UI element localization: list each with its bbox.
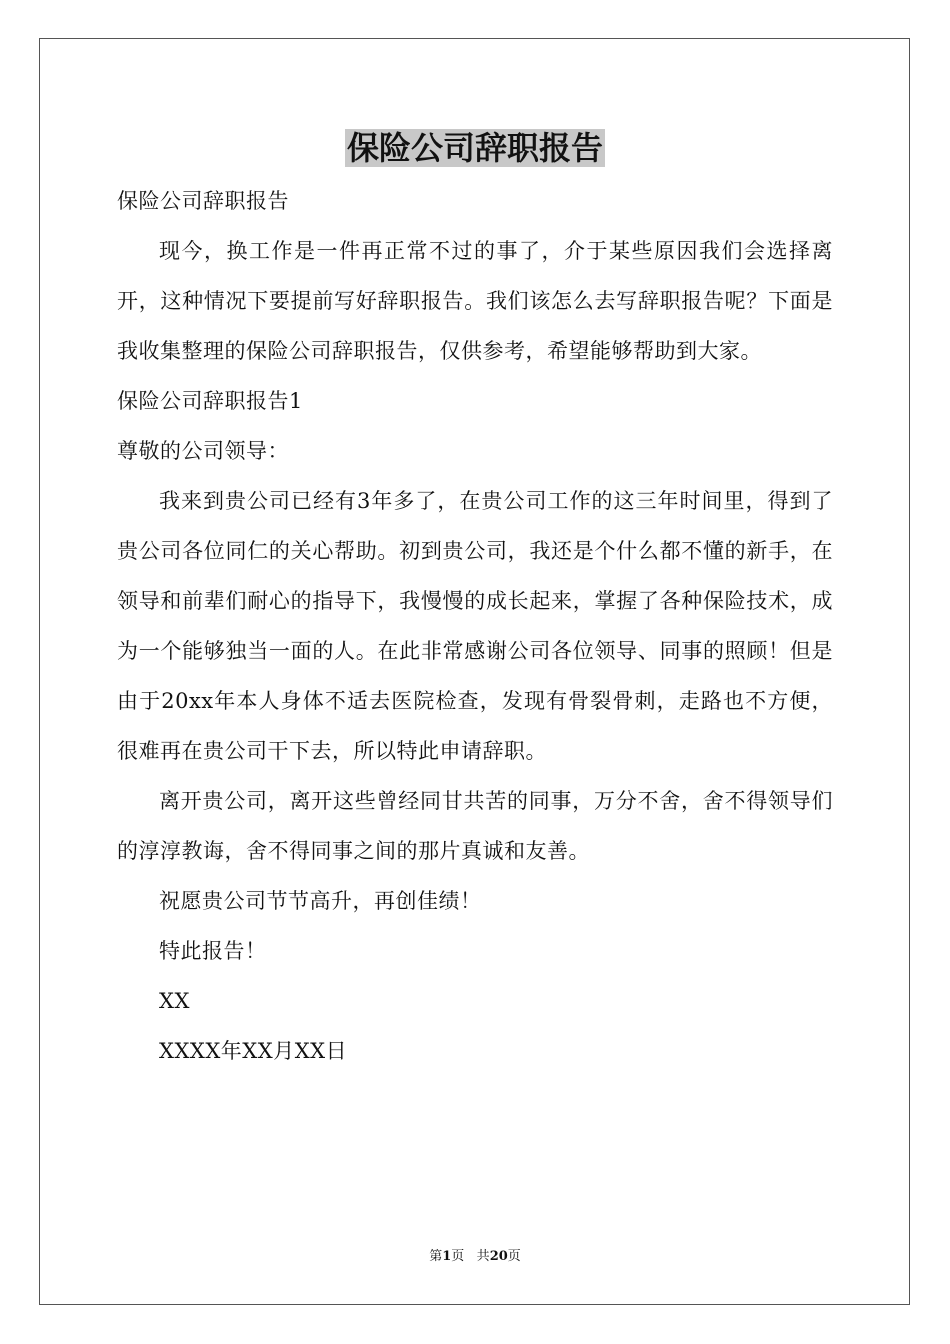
document-title-text: 保险公司辞职报告 <box>346 129 603 167</box>
paragraph-closing: 特此报告！ <box>159 939 267 963</box>
footer-page-suffix: 页 <box>451 1249 465 1264</box>
footer-total-prefix: 共 <box>476 1249 490 1264</box>
paragraph-body-farewell: 离开贵公司，离开这些曾经同甘共苦的同事，万分不舍，舍不得领导们的淳淳教诲，舍不得同事之间的那片真诚和友善。 <box>117 789 833 863</box>
footer-page-prefix: 第 <box>429 1249 443 1264</box>
paragraph-wish: 祝愿贵公司节节高升，再创佳绩！ <box>159 889 482 913</box>
paragraph-signature: XX <box>159 989 190 1013</box>
page-footer <box>0 1248 950 1266</box>
paragraph-body-main: 我来到贵公司已经有3年多了，在贵公司工作的这三年时间里，得到了贵公司各位同仁的关心帮助。初到贵公司，我还是个什么都不懂的新手，在领导和前辈们耐心的指导下，我慢慢的成长起来，掌握了各种保险技术，成为一个能够独当一面的人。在此非常感谢公司各位领导、同事的照顾！但是由于20xx年本人身体不适去医院检查，发现有骨裂骨刺，走路也不方便，很难再在贵公司干下去，所以特此申请辞职。 <box>117 489 833 763</box>
document-body <box>117 176 833 1076</box>
paragraph-section-heading: 保险公司辞职报告1 <box>117 389 303 413</box>
paragraph-subtitle: 保险公司辞职报告 <box>117 189 289 213</box>
footer-total-pages: 20 <box>489 1249 508 1264</box>
paragraph-salutation: 尊敬的公司领导： <box>117 439 289 463</box>
footer-page-number: 1 <box>442 1249 452 1264</box>
footer-total-suffix: 页 <box>507 1249 521 1264</box>
paragraph-intro: 现今，换工作是一件再正常不过的事了，介于某些原因我们会选择离开，这种情况下要提前写好辞职报告。我们该怎么去写辞职报告呢？下面是我收集整理的保险公司辞职报告，仅供参考，希望能够帮助到大家。 <box>117 239 833 363</box>
paragraph-date: XXXX年XX月XX日 <box>159 1039 348 1063</box>
document-title <box>0 128 950 168</box>
